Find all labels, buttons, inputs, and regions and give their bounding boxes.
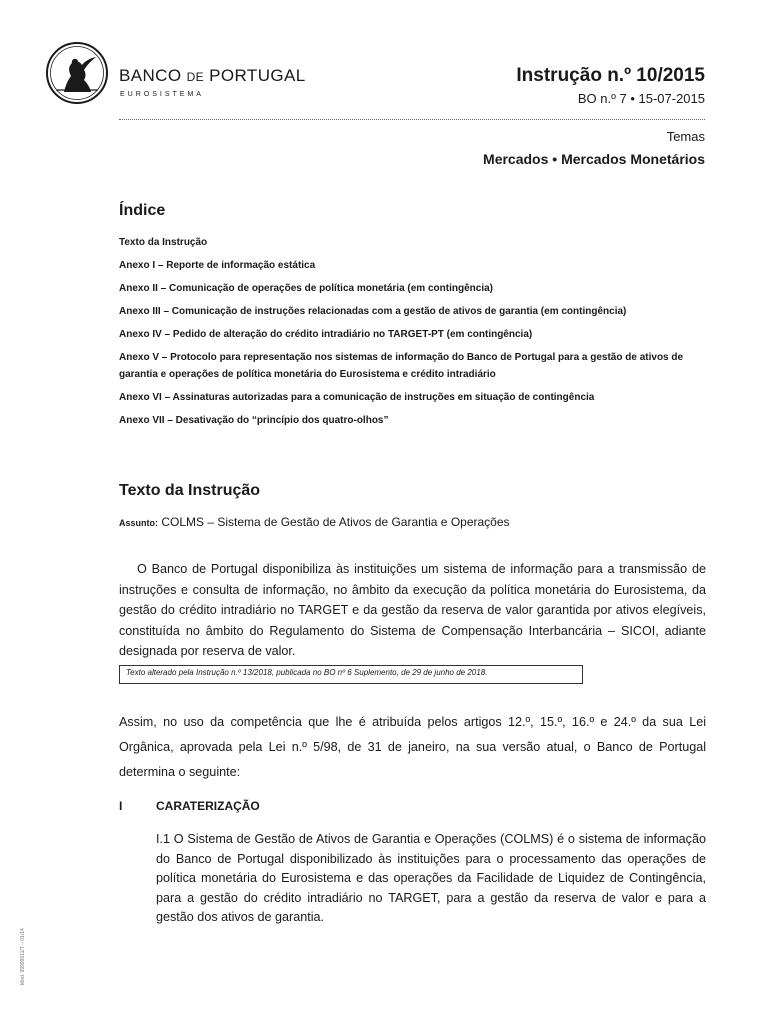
- subject-label: Assunto:: [119, 518, 158, 528]
- temas-label: Temas: [666, 129, 705, 144]
- index-item[interactable]: Anexo II – Comunicação de operações de política monetária (em contingência): [119, 283, 493, 294]
- brand-name: BANCO DE PORTUGAL: [119, 66, 306, 85]
- index-item[interactable]: Anexo III – Comunicação de instruções relacionadas com a gestão de ativos de garantia (em contingência): [119, 306, 627, 317]
- bulletin-reference: BO n.º 7 • 15-07-2015: [577, 91, 705, 106]
- amendment-note: Texto alterado pela Instrução n.º 13/2018, publicada no BO nº 6 Suplemento, de 29 de junho de 2018.: [126, 668, 488, 677]
- section-title: CARATERIZAÇÃO: [156, 799, 260, 813]
- header-divider: [119, 119, 705, 120]
- bank-logo-emblem-icon: [44, 40, 110, 106]
- index-item[interactable]: Anexo VII – Desativação do “princípio dos quatro-olhos”: [119, 415, 389, 426]
- index-list: [119, 234, 709, 435]
- index-heading: Índice: [119, 202, 166, 219]
- subject-line: [119, 515, 510, 529]
- subject-value: COLMS – Sistema de Gestão de Ativos de Garantia e Operações: [158, 515, 510, 529]
- instruction-title: Instrução n.º 10/2015: [516, 65, 705, 86]
- paragraph-i1: I.1 O Sistema de Gestão de Ativos de Garantia e Operações (COLMS) é o sistema de informação do Banco de Portugal disponibilizado às instituições para o processamento das operações de política monetária do Eurosistema e das operações da Facilidade de Liquidez de Contingência, para a gestão do crédito intradiário no TARGET, para a gestão da reserva de valor e para a gestão dos ativos de garantia.: [156, 832, 706, 924]
- index-item[interactable]: Texto da Instrução: [119, 237, 208, 248]
- temas-value: Mercados • Mercados Monetários: [483, 151, 705, 167]
- index-item[interactable]: Anexo VI – Assinaturas autorizadas para a comunicação de instruções em situação de contingência: [119, 392, 595, 403]
- index-item[interactable]: Anexo V – Protocolo para representação nos sistemas de informação do Banco de Portugal para a gestão de ativos de garantia e operações de política monetária do Eurosistema e crédito intradiário: [119, 352, 684, 380]
- form-reference: Mod. 99999911/T – 01/14: [20, 928, 26, 985]
- section-heading-texto: Texto da Instrução: [119, 482, 261, 499]
- paragraph-intro: O Banco de Portugal disponibiliza às instituições um sistema de informação para a transmissão de instruções e consulta de informação, no âmbito da execução da política monetária do Eurosistema, da gestão do crédito intradiário no TARGET e da gestão da reserva de valor garantida por ativos elegíveis, constituída no âmbito do Regulamento do Sistema de Compensação Interbancária – SICOI, adiante designada por reserva de valor.: [119, 562, 706, 658]
- index-item[interactable]: Anexo I – Reporte de informação estática: [119, 260, 316, 271]
- section-number: I: [119, 799, 123, 813]
- brand-subtitle: EUROSISTEMA: [120, 91, 204, 98]
- paragraph-determination: Assim, no uso da competência que lhe é atribuída pelos artigos 12.º, 15.º, 16.º e 24.º da sua Lei Orgânica, aprovada pela Lei n.º 5/98, de 31 de janeiro, na sua versão atual, o Banco de Portugal determina o seguinte:: [119, 715, 706, 779]
- index-item[interactable]: Anexo IV – Pedido de alteração do crédito intradiário no TARGET-PT (em contingência): [119, 329, 533, 340]
